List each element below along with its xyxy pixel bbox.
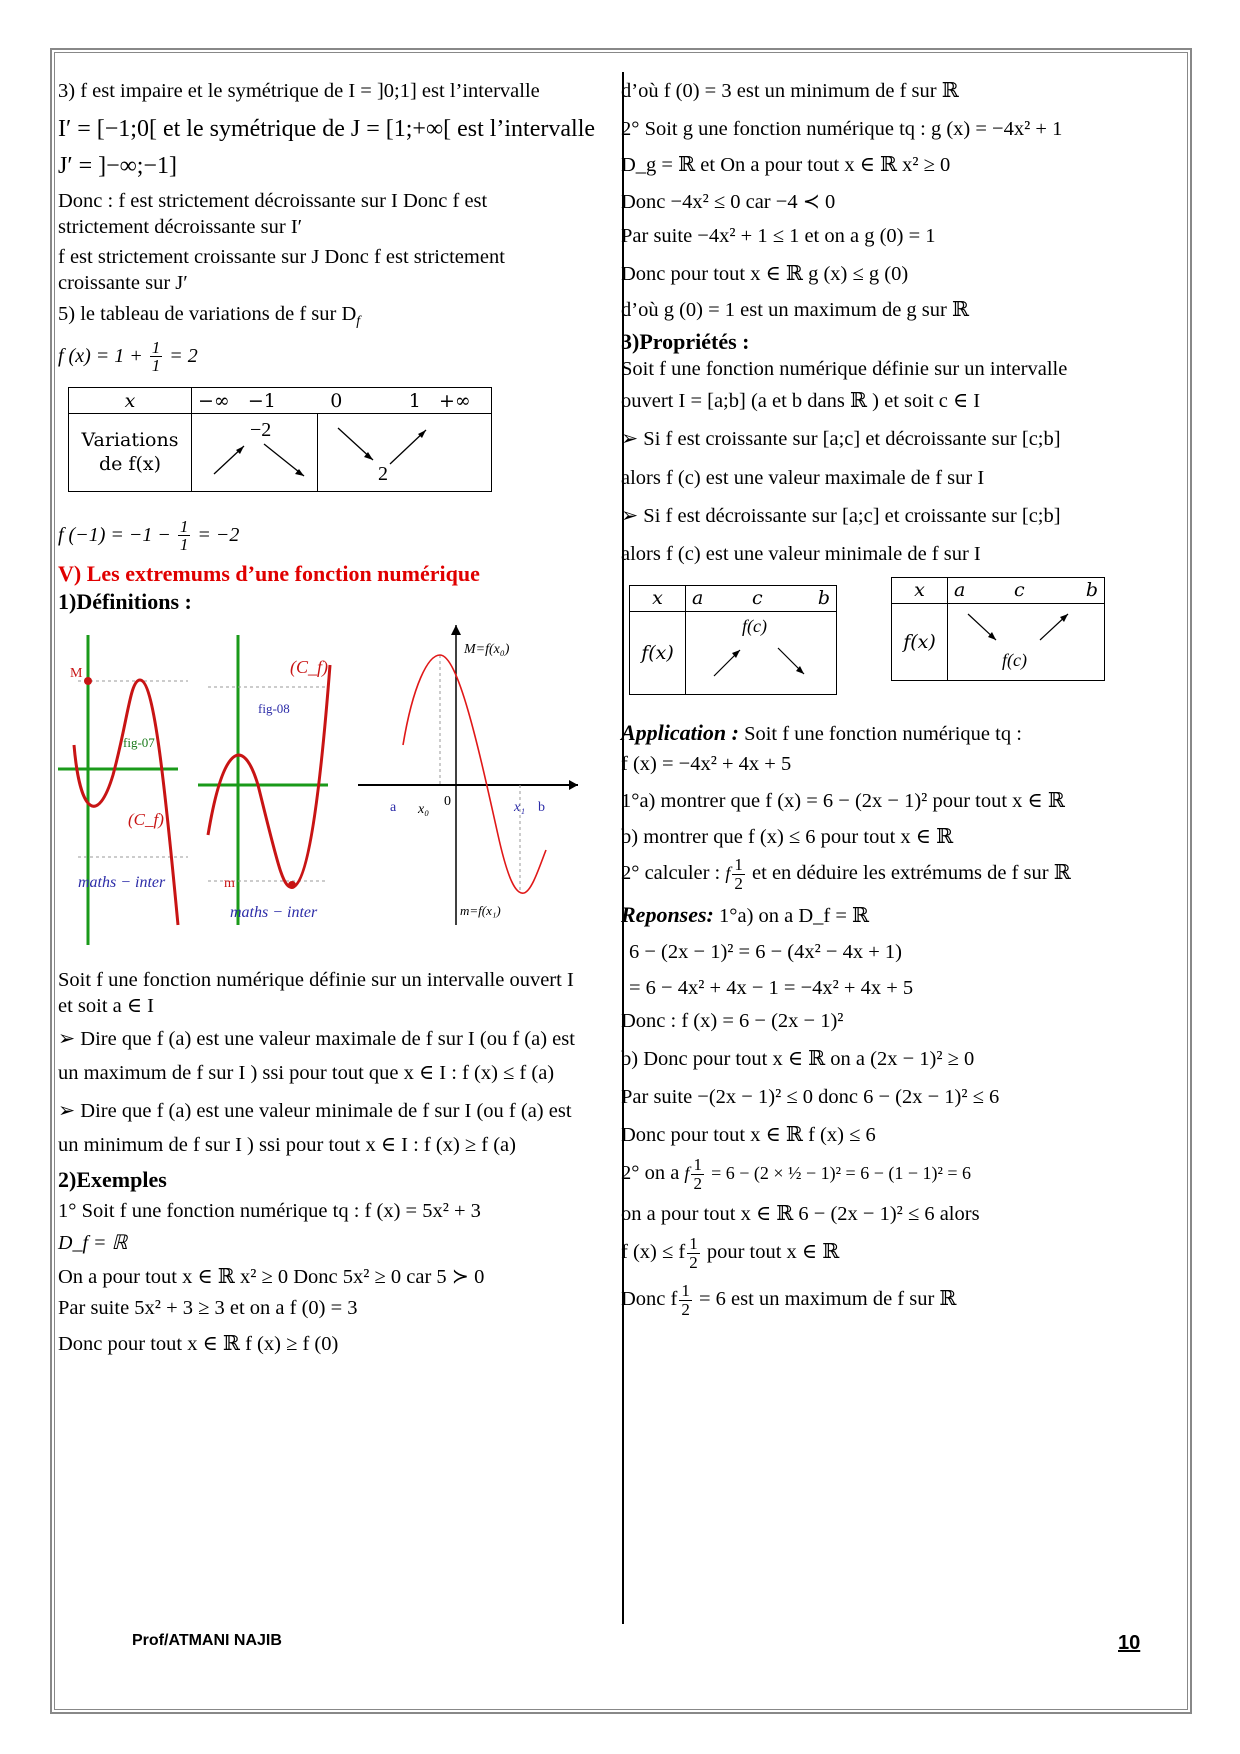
num: 1 [151, 337, 161, 357]
figure-3 [358, 625, 578, 925]
line: Donc −4x² ≤ 0 car −4 ≺ 0 [621, 190, 836, 213]
line: On a pour tout x ∈ ℝ x² ≥ 0 Donc 5x² ≥ 0 car 5 ≻ 0 [58, 1266, 485, 1289]
text: 5) le tableau de variations de f sur D [58, 302, 357, 325]
line: Donc pour tout x ∈ ℝ f (x) ≥ f (0) [58, 1332, 339, 1355]
fx-header: f(x) [630, 611, 686, 694]
curve-label: (C_f) [290, 656, 328, 677]
point-m [288, 881, 296, 889]
text: Soit f une fonction numérique tq : [744, 723, 1022, 746]
x-values [686, 586, 837, 611]
den: 2 [681, 1299, 690, 1319]
line: D_g = ℝ et On a pour tout x ∈ ℝ x² ≥ 0 [621, 154, 951, 177]
line: 1° Soit f une fonction numérique tq : f (x) = 5x² + 3 [58, 1200, 481, 1223]
line: = 6 − 4x² + 4x − 1 = −4x² + 4x + 5 [629, 977, 914, 1000]
left-column [58, 78, 618, 1361]
x-values [948, 578, 1105, 603]
c: c [1014, 579, 1025, 602]
b: b [1085, 579, 1098, 602]
line: 1°a) montrer que f (x) = 6 − (2x − 1)² pour tout x ∈ ℝ [621, 789, 1065, 812]
text: pour tout x ∈ ℝ [706, 1241, 840, 1264]
subsection-title: 3)Propriétés : [621, 328, 750, 354]
line: on a pour tout x ∈ ℝ 6 − (2x − 1)² ≤ 6 alors [621, 1203, 980, 1226]
den: 2 [689, 1253, 698, 1273]
fraction [178, 518, 191, 555]
line: D_f = ℝ [58, 1231, 128, 1254]
fraction [687, 1235, 700, 1272]
b: b [817, 587, 830, 610]
line: Par suite −4x² + 1 ≤ 1 et on a g (0) = 1 [621, 224, 936, 247]
arrows-left [192, 414, 317, 484]
fraction [150, 339, 163, 376]
subsection-title: 2)Exemples [58, 1167, 167, 1193]
text: = 6 est un maximum de f sur ℝ [698, 1288, 957, 1311]
label: Application : [621, 720, 739, 746]
text: Donc f [621, 1288, 678, 1311]
figure-2 [198, 635, 330, 925]
arrows [686, 611, 837, 694]
curve [403, 655, 546, 893]
c: c [752, 587, 763, 610]
text: = 6 − (2 × ½ − 1)² = 6 − (1 − 1)² = 6 [711, 1163, 972, 1184]
den: 2 [734, 873, 743, 893]
page-number: 10 [1118, 1632, 1141, 1654]
line: 3) f est impaire et le symétrique de I = ]0;1] est l’intervalle [58, 80, 540, 102]
fraction [679, 1282, 692, 1319]
num: 1 [179, 516, 189, 536]
x0-label: x₀ [418, 801, 430, 817]
b-label: b [538, 799, 545, 815]
num: 1 [734, 855, 743, 875]
line: f (x) = −4x² + 4x + 5 [621, 753, 792, 776]
line [621, 1156, 1181, 1193]
fraction [732, 856, 745, 893]
subsection-title: 1)Définitions : [58, 589, 192, 615]
line: I′ = [−1;0[ et le symétrique de J = [1;+∞[ est l’intervalle [58, 116, 596, 143]
bottom-value: 2 [378, 463, 388, 485]
arrows-right [318, 414, 448, 484]
label: de f(x) [98, 453, 162, 476]
line: J′ = ]−∞;−1] [58, 152, 177, 179]
line: Donc : f (x) = 6 − (2x − 1)² [621, 1009, 844, 1032]
line: ouvert I = [a;b] (a et b dans ℝ ) et soit c ∈ I [621, 390, 981, 413]
subscript: f [356, 313, 361, 329]
text: et en déduire les extrémums de f sur ℝ [752, 862, 1071, 885]
curve-label: (C_f) [128, 809, 164, 829]
fx-header: f(x) [892, 603, 948, 680]
text: f (−1) = −1 − [58, 523, 171, 546]
variation-table [68, 387, 492, 491]
line: alors f (c) est une valeur maximale de f sur I [621, 466, 985, 489]
line: d’où f (0) = 3 est un minimum de f sur ℝ [621, 80, 959, 102]
x-arrow [569, 780, 578, 790]
paragraph: ➢ Dire que f (a) est une valeur maximale de f sur I (ou f (a) est un maximum de f sur I ) ssi pour tout que x ∈ I : f (x) ≤ f (a) [58, 1028, 575, 1084]
f: f [725, 863, 731, 884]
brand: maths − inter [78, 873, 166, 891]
paragraph: ➢ Dire que f (a) est une valeur minimale de f sur I (ou f (a) est un minimum de f sur I ) ssi pour tout x ∈ I : f (x) ≥ f (a) [58, 1099, 572, 1156]
line: Soit f une fonction numérique définie sur un intervalle [621, 357, 1068, 380]
line: Donc : f est strictement décroissante sur I Donc f est strictement décroissante sur I′ [58, 189, 488, 238]
figures [58, 625, 578, 955]
x-values: −∞ −1 0 1 +∞ [192, 388, 492, 414]
x1-label: x₁ [514, 799, 526, 815]
line [621, 1235, 1181, 1272]
figure-1 [58, 635, 188, 945]
line [621, 901, 1181, 929]
fraction [691, 1156, 704, 1193]
min-table [891, 577, 1105, 681]
a: a [954, 579, 966, 602]
a: a [692, 587, 704, 610]
footer-author: Prof/ATMANI NAJIB [132, 1632, 282, 1649]
line: b) Donc pour tout x ∈ ℝ on a (2x − 1)² ≥ 0 [621, 1047, 975, 1070]
fc: f(c) [1002, 649, 1027, 670]
top-label: M=f(x₀) [464, 641, 510, 657]
max-table [629, 585, 837, 695]
label: Variations [81, 428, 179, 451]
text: = 2 [169, 344, 198, 367]
f: f [684, 1163, 690, 1184]
line [621, 1282, 1181, 1319]
line: ➢ Si f est croissante sur [a;c] et décroissante sur [c;b] [621, 428, 1061, 451]
num: 1 [689, 1234, 698, 1254]
num: 1 [693, 1155, 702, 1175]
line: f est strictement croissante sur J Donc f est strictement croissante sur J′ [58, 246, 505, 295]
line [621, 856, 1181, 893]
variations-label [69, 414, 192, 491]
a-label: a [390, 799, 397, 815]
text: f (x) = 1 + [58, 344, 143, 367]
line: Donc pour tout x ∈ ℝ f (x) ≤ 6 [621, 1124, 876, 1147]
line: Donc pour tout x ∈ ℝ g (x) ≤ g (0) [621, 263, 909, 286]
top-value: −2 [250, 419, 272, 442]
line: ➢ Si f est décroissante sur [a;c] et croissante sur [c;b] [621, 504, 1061, 527]
bottom-label: m=f(x₁) [460, 902, 501, 918]
den: 1 [151, 356, 161, 376]
y-arrow [451, 625, 461, 635]
den: 1 [179, 535, 189, 555]
num: 1 [681, 1281, 690, 1301]
text: 1°a) on a D_f = ℝ [719, 904, 870, 927]
zero-label: 0 [444, 793, 451, 809]
line: d’où g (0) = 1 est un maximum de g sur ℝ [621, 299, 970, 322]
formula [58, 518, 618, 555]
variation-cell-right [318, 414, 492, 491]
max-arrows [686, 612, 836, 688]
curve [208, 665, 330, 887]
label: Reponses: [621, 901, 714, 927]
section-title: V) Les extremums d’une fonction numérique [58, 561, 480, 587]
text: = −2 [197, 523, 240, 546]
line: b) montrer que f (x) ≤ 6 pour tout x ∈ ℝ [621, 825, 954, 848]
min-arrows [948, 604, 1104, 674]
line: Par suite −(2x − 1)² ≤ 0 donc 6 − (2x − 1)² ≤ 6 [621, 1086, 1000, 1108]
right-column [621, 78, 1181, 1323]
m-label: m [224, 875, 235, 891]
line: Par suite 5x² + 3 ≥ 3 et on a f (0) = 3 [58, 1296, 358, 1319]
line [58, 301, 618, 331]
x-header: x [892, 578, 948, 603]
arrows [948, 603, 1105, 680]
brand: maths − inter [230, 903, 318, 921]
x-header: x [69, 388, 192, 414]
text: f (x) ≤ f [621, 1241, 686, 1264]
point-M [84, 677, 92, 685]
x-header: x [630, 586, 686, 611]
property-tables [621, 577, 1181, 707]
line [621, 719, 1181, 747]
variation-cell-left [192, 414, 318, 491]
line: 6 − (2x − 1)² = 6 − (4x² − 4x + 1) [629, 941, 902, 964]
fig-label: fig-08 [258, 700, 290, 716]
M-label: M [70, 665, 83, 681]
fig-label: fig-07 [123, 734, 155, 750]
paragraph: Soit f une fonction numérique définie sur un intervalle ouvert I et soit a ∈ I [58, 968, 574, 1017]
formula [58, 339, 618, 376]
fc: f(c) [742, 615, 767, 636]
den: 2 [693, 1174, 702, 1194]
line: 2° Soit g une fonction numérique tq : g (x) = −4x² + 1 [621, 118, 1063, 141]
text: 2° on a [621, 1162, 680, 1185]
text: 2° calculer : [621, 862, 721, 885]
line: alors f (c) est une valeur minimale de f sur I [621, 542, 981, 565]
